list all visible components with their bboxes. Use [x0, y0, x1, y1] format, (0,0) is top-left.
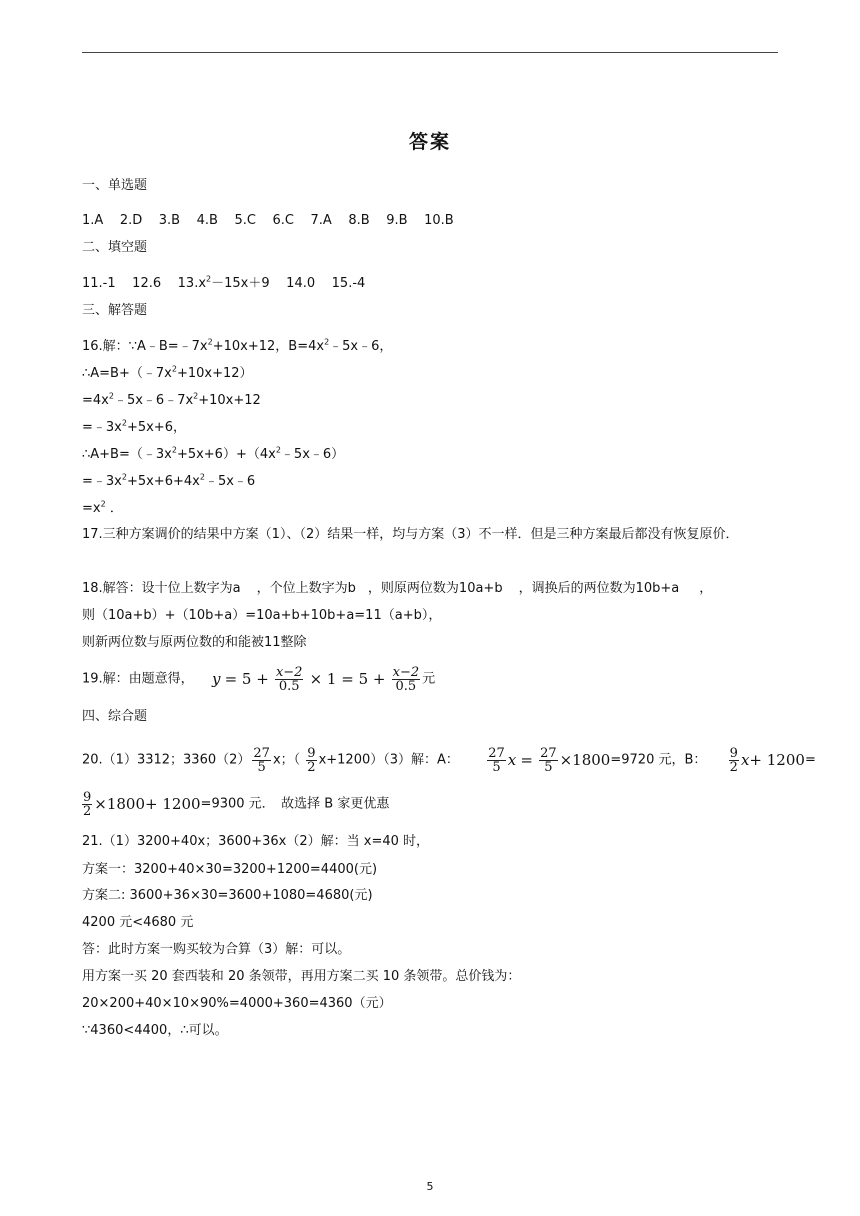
fill-answer: 11.-1	[82, 276, 116, 291]
mc-answer: 9.B	[386, 213, 408, 228]
fraction: $\frac{9}{2}$	[729, 745, 738, 775]
q16-line-6: $=﹣3x^2+5x+6+4x^2﹣5x﹣6$	[82, 472, 256, 489]
page-title: 答案	[408, 131, 451, 153]
mc-answer: 8.B	[348, 213, 370, 228]
fraction: $\frac{27}{5}$	[253, 745, 270, 775]
q18-line-2: 则（10a+b）+（10b+a）=10a+b+10b+a=11（a+b），	[82, 608, 442, 623]
section-solutions: 三、解答题	[82, 303, 148, 318]
mc-answer: 6.C	[272, 213, 294, 228]
fraction: $\frac{x-2}{0.5}$	[392, 664, 420, 694]
mc-answers	[82, 212, 454, 230]
header-rule	[82, 52, 778, 53]
q19-line: 19.解：由题意得， y = 5 + $\frac{x-2}{0.5}$ × 1 = 5 + $\frac{x-2}{0.5}$ 元	[82, 664, 436, 694]
q16-line-5: $\therefore A+B=(﹣3x^2+5x+6)+(4x^2﹣5x﹣6)$	[82, 445, 345, 462]
q20-line-1: 20.（1）3312；3360（2） $\frac{27}{5}$ x；（ $\frac{9}{2}$ x+1200）（3）解：A： $\frac{27}{5}$ x = $\frac{27}{5}$ ×1800=9720 元，B： $\frac{9}{2}$ x+ 1200=	[82, 745, 816, 775]
q21-line-6: 用方案一买 20 套西装和 20 条领带，再用方案二买 10 条领带。总价钱为：	[82, 969, 521, 984]
mc-answer: 1.A	[82, 213, 104, 228]
section-single-choice: 一、单选题	[82, 178, 148, 193]
q16-line-3: $=4x^2﹣5x﹣6﹣7x^2+10x+12$	[82, 391, 261, 408]
fill-answers	[82, 275, 365, 293]
section-fill-blank: 二、填空题	[82, 240, 148, 255]
q21-line-7: 20×200+40×10×90%=4000+360=4360（元）	[82, 996, 392, 1011]
q16-line-2: $\therefore A=B+(﹣7x^2+10x+12)$	[82, 364, 253, 381]
q21-line-5: 答：此时方案一购买较为合算（3）解：可以。	[82, 942, 351, 957]
fraction: $\frac{x-2}{0.5}$	[275, 664, 303, 694]
fraction: $\frac{9}{2}$	[307, 745, 316, 775]
q16-line-4: $=﹣3x^2+5x+6$，	[82, 418, 186, 435]
fraction: $\frac{27}{5}$	[540, 745, 557, 775]
q21-line-3: 方案二: 3600+36×30=3600+1080=4680(元)	[82, 888, 373, 903]
mc-answer: 10.B	[424, 213, 454, 228]
mc-answer: 7.A	[310, 213, 332, 228]
q16-line-7: $=x^2$ ．	[82, 499, 123, 516]
q20-line-2: $\frac{9}{2}$ ×1800+ 1200=9300 元． 故选择 B 家更优惠	[83, 789, 390, 819]
q21-line-4: 4200 元<4680 元	[82, 915, 194, 930]
q21-line-2: 方案一：3200+40×30=3200+1200=4400(元)	[82, 862, 378, 877]
q17-text: 17.三种方案调价的结果中方案（1）、（2）结果一样，均与方案（3）不一样．但是三种方案最后都没有恢复原价．	[82, 527, 739, 542]
q21-line-8: ∵4360<4400，∴可以。	[82, 1023, 228, 1038]
fill-answer: 14.0	[286, 276, 316, 291]
q18-line-1: 18.解答：设十位上数字为a ，个位上数字为b ，则原两位数为10a+b ，调换后的两位数为10b+a ，	[82, 581, 713, 596]
fraction: $\frac{27}{5}$	[488, 745, 505, 775]
mc-answer: 3.B	[158, 213, 181, 228]
mc-answer: 5.C	[234, 213, 256, 228]
q18-line-3: 则新两位数与原两位数的和能被11整除	[82, 635, 307, 650]
section-comprehensive: 四、综合题	[82, 709, 148, 724]
q21-line-1: 21.（1）3200+40x；3600+36x（2）解：当 x=40 时，	[82, 834, 430, 849]
q16-line-1: 16.解：$\because A﹣B=﹣7x^2+10x+12$，$B=4x^2﹣5x﹣6$，	[82, 337, 393, 354]
mc-answer: 2.D	[119, 213, 143, 228]
page-number: 5	[426, 1180, 434, 1193]
fill-answer: 15.-4	[331, 276, 366, 291]
fraction: $\frac{9}{2}$	[83, 789, 92, 819]
mc-answer: 4.B	[196, 213, 218, 228]
fill-answer: 12.6	[132, 276, 162, 291]
fill-answer: $13.x^2-15x+9$	[177, 274, 270, 291]
